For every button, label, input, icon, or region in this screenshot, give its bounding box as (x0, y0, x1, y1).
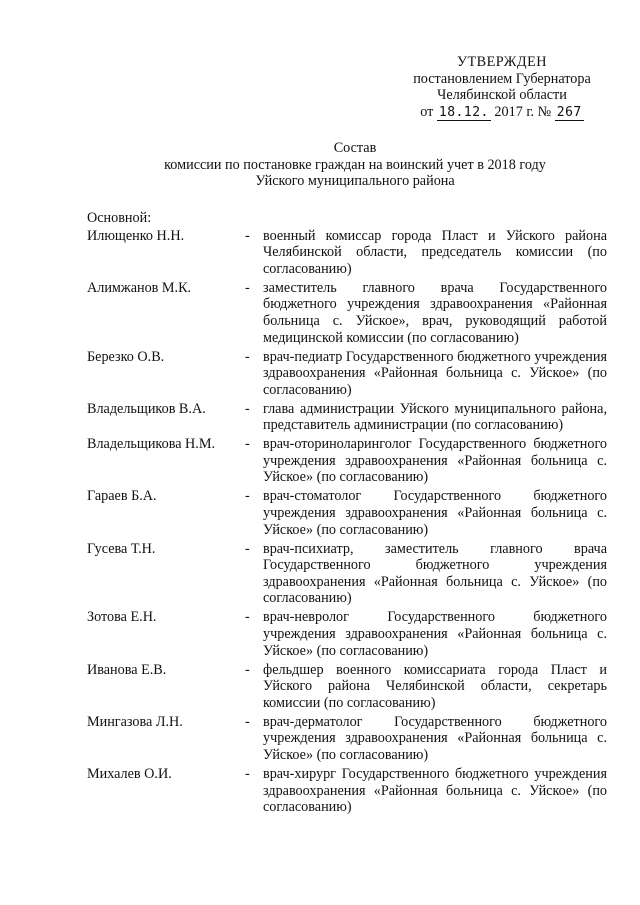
approval-date-line (392, 104, 612, 121)
member-dash: - (245, 540, 250, 557)
member-role: заместитель главного врача Государственного бюджетного учреждения здравоохранения «Районная больница с. Уйское», врач, руководящий работой медицинской комиссии (по согласованию) (263, 279, 607, 346)
title-line-3: Уйского муниципального района (255, 173, 455, 190)
member-role: врач-дерматолог Государственного бюджетного учреждения здравоохранения «Районная больница с. Уйское» (по согласованию) (263, 713, 607, 763)
member-name: Зотова Е.Н. (87, 609, 157, 626)
member-name: Гараев Б.А. (87, 488, 157, 505)
member-name: Илющенко Н.Н. (87, 227, 185, 244)
member-role: врач-психиатр, заместитель главного врача Государственного бюджетного учреждения здравоохранения «Районная больница с. Уйское» (по согласованию) (263, 540, 607, 607)
member-dash: - (245, 661, 250, 678)
member-dash: - (245, 713, 250, 730)
member-role: врач-оториноларинголог Государственного бюджетного учреждения здравоохранения «Районная больница с. Уйское» (по согласованию) (263, 436, 607, 486)
member-row (87, 349, 607, 399)
member-dash: - (245, 279, 250, 296)
member-row (87, 436, 607, 486)
member-role: врач-педиатр Государственного бюджетного учреждения здравоохранения «Районная больница с. Уйское» (по согласованию) (263, 348, 607, 398)
member-dash: - (245, 609, 250, 626)
section-label: Основной: (87, 210, 152, 226)
member-dash: - (245, 348, 250, 365)
member-role: врач-стоматолог Государственного бюджетного учреждения здравоохранения «Районная больница с. Уйское» (по согласованию) (263, 488, 607, 538)
member-dash: - (245, 488, 250, 505)
member-name: Мингазова Л.Н. (87, 713, 183, 730)
approval-line-1: постановлением Губернатора (413, 70, 591, 87)
member-role: врач-хирург Государственного бюджетного учреждения здравоохранения «Районная больница с. Уйское» (по согласованию) (263, 765, 607, 816)
date-value: 18.12. (438, 104, 489, 120)
member-name: Алимжанов М.К. (87, 279, 192, 296)
member-row (87, 541, 607, 607)
date-prefix: от (420, 103, 434, 120)
member-row (87, 228, 607, 278)
document-title (0, 140, 640, 190)
member-dash: - (245, 765, 250, 782)
approval-heading: УТВЕРЖДЕН (456, 54, 548, 70)
member-row (87, 401, 607, 434)
member-row (87, 280, 607, 346)
member-row (87, 766, 607, 816)
member-role: фельдшер военного комиссариата города Пласт и Уйского района Челябинской области, секретарь комиссии (по согласованию) (263, 661, 607, 711)
approval-block (392, 54, 612, 121)
member-row (87, 714, 607, 764)
member-role: врач-невролог Государственного бюджетного учреждения здравоохранения «Районная больница с. Уйское» (по согласованию) (263, 609, 607, 659)
member-name: Владельщикова Н.М. (87, 436, 215, 453)
member-dash: - (245, 436, 250, 453)
member-name: Владельщиков В.А. (87, 400, 206, 417)
member-row (87, 609, 607, 659)
year-suffix: 2017 г. № (494, 103, 552, 120)
member-row (87, 662, 607, 712)
members-list (87, 210, 607, 818)
member-row (87, 488, 607, 538)
approval-line-2: Челябинской области (437, 87, 567, 104)
title-line-2: комиссии по постановке граждан на воинский учет в 2018 году (164, 156, 546, 173)
member-dash: - (245, 227, 250, 244)
member-role: глава администрации Уйского муниципального района, представитель администрации (по согласованию) (263, 400, 607, 434)
title-line-1: Состав (333, 140, 377, 156)
member-name: Березко О.В. (87, 348, 165, 365)
member-name: Гусева Т.Н. (87, 540, 156, 557)
member-name: Иванова Е.В. (87, 661, 167, 678)
member-rows (87, 228, 607, 816)
member-role: военный комиссар города Пласт и Уйского района Челябинской области, председатель комиссии (по согласованию) (263, 227, 607, 277)
member-dash: - (245, 400, 250, 417)
member-name: Михалев О.И. (87, 765, 172, 782)
decree-number: 267 (556, 104, 582, 120)
